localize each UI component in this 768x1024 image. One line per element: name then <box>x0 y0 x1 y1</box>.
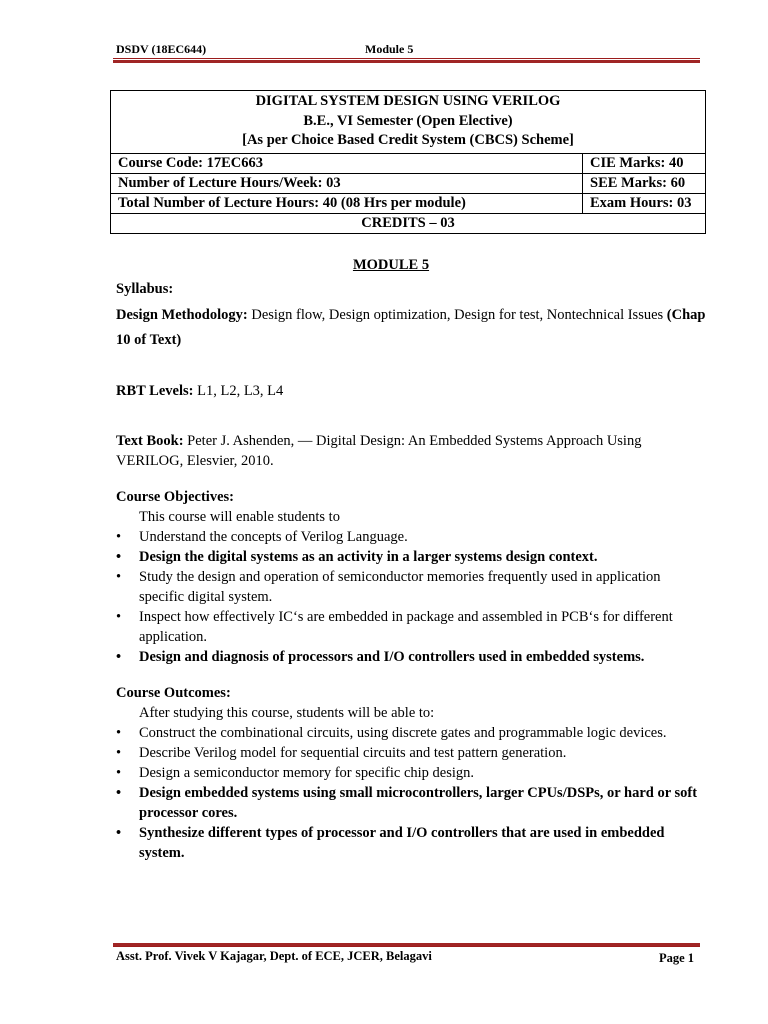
course-semester: B.E., VI Semester (Open Elective) <box>303 112 513 129</box>
table-row <box>111 153 706 173</box>
list-item: • Design a semiconductor memory for specific chip design. <box>116 763 706 783</box>
list-item: • Inspect how effectively IC‘s are embedded in package and assembled in PCB‘s for different application. <box>116 607 706 647</box>
text-book-text: Peter J. Ashenden, — Digital Design: An Embedded Systems Approach Using VERILOG, Elesvier, 2010. <box>116 433 642 469</box>
table-row <box>111 213 706 233</box>
footer-author: Asst. Prof. Vivek V Kajagar, Dept. of ECE, JCER, Belagavi <box>116 949 432 963</box>
lecture-hours-week-cell: Number of Lecture Hours/Week: 03 <box>111 173 583 193</box>
list-item: • Understand the concepts of Verilog Language. <box>116 527 706 547</box>
page-content <box>116 255 706 863</box>
outcomes-intro: After studying this course, students will be able to: <box>139 705 435 721</box>
list-item: • Describe Verilog model for sequential circuits and test pattern generation. <box>116 743 706 763</box>
see-marks-cell: SEE Marks: 60 <box>583 173 706 193</box>
exam-hours-cell: Exam Hours: 03 <box>583 193 706 213</box>
design-methodology-label: Design Methodology: <box>116 307 248 323</box>
cie-marks-cell: CIE Marks: 40 <box>583 153 706 173</box>
credits-cell: CREDITS – 03 <box>111 213 706 233</box>
header-rule <box>113 58 700 63</box>
list-item: • Design embedded systems using small microcontrollers, larger CPUs/DSPs, or hard or soft processor cores. <box>116 783 706 823</box>
header-course-code: DSDV (18EC644) <box>116 42 207 56</box>
outcomes-heading: Course Outcomes: <box>116 685 231 701</box>
design-methodology-ref: (Chap 10 of Text) <box>116 307 706 348</box>
page-header <box>116 42 700 58</box>
rbt-levels-paragraph <box>116 381 706 401</box>
list-item: • Design the digital systems as an activity in a larger systems design context. <box>116 547 706 567</box>
syllabus-label: Syllabus: <box>116 281 174 297</box>
design-methodology-paragraph <box>116 303 706 353</box>
objectives-intro: This course will enable students to <box>139 509 340 525</box>
header-module: Module 5 <box>365 42 414 56</box>
list-item: • Synthesize different types of processor and I/O controllers that are used in embedded system. <box>116 823 706 863</box>
text-book-label: Text Book: <box>116 433 184 449</box>
text-book-paragraph <box>116 431 706 471</box>
objectives-heading: Course Objectives: <box>116 489 234 505</box>
course-info-table <box>110 90 706 234</box>
list-item: • Design and diagnosis of processors and I/O controllers used in embedded systems. <box>116 647 706 667</box>
objectives-list <box>116 527 706 667</box>
list-item: • Construct the combinational circuits, using discrete gates and programmable logic devices. <box>116 723 706 743</box>
list-item: • Study the design and operation of semiconductor memories frequently used in application specific digital system. <box>116 567 706 607</box>
design-methodology-text: Design flow, Design optimization, Design for test, Nontechnical Issues <box>247 307 667 323</box>
table-row <box>111 173 706 193</box>
page-number: Page 1 <box>658 951 694 965</box>
rbt-levels-text: L1, L2, L3, L4 <box>193 383 284 399</box>
course-scheme: [As per Choice Based Credit System (CBCS) Scheme] <box>242 132 574 148</box>
total-lecture-hours-cell: Total Number of Lecture Hours: 40 (08 Hrs per module) <box>111 193 583 213</box>
course-title: DIGITAL SYSTEM DESIGN USING VERILOG <box>255 93 561 109</box>
table-row <box>111 193 706 213</box>
module-title: MODULE 5 <box>352 257 430 273</box>
rbt-levels-label: RBT Levels: <box>116 383 194 399</box>
course-title-cell <box>111 91 706 154</box>
footer-rule <box>113 942 700 947</box>
course-code-cell: Course Code: 17EC663 <box>111 153 583 173</box>
outcomes-list <box>116 723 706 863</box>
